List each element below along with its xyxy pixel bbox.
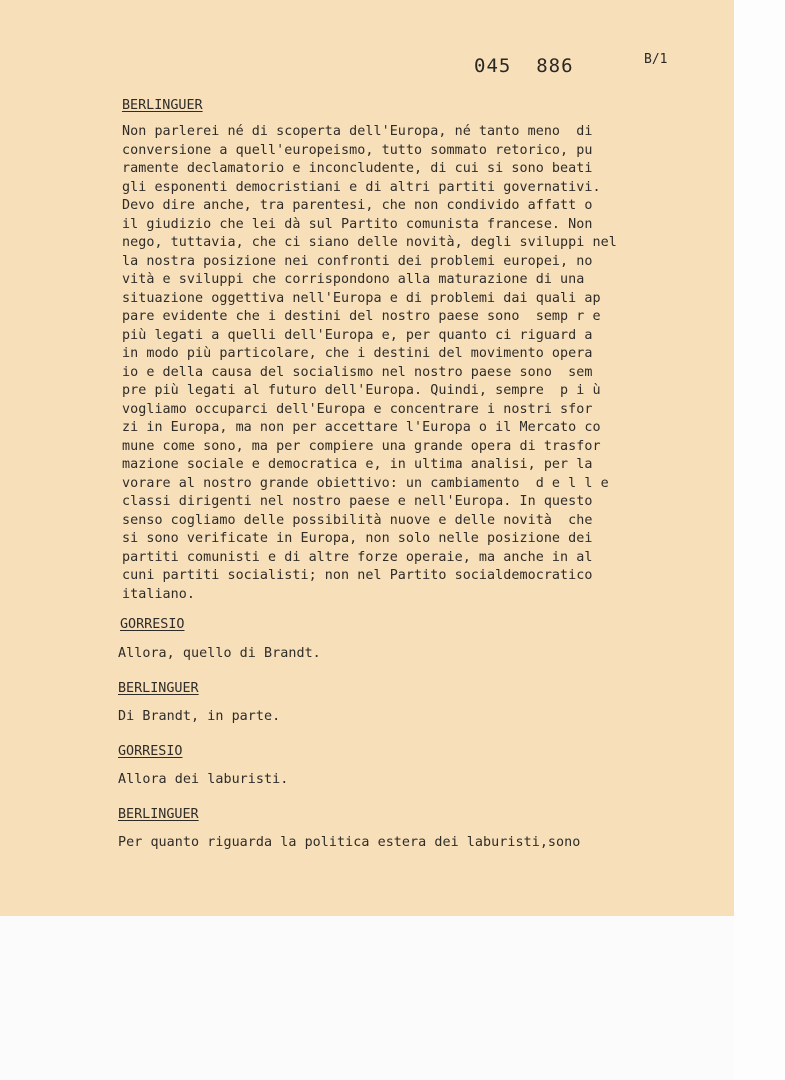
text-line: classi dirigenti nel nostro paese e nell'Europa. In questo bbox=[122, 494, 593, 509]
speaker-label: BERLINGUER bbox=[118, 681, 199, 696]
speaker-label: BERLINGUER bbox=[122, 98, 203, 113]
text-line: situazione oggettiva nell'Europa e di problemi dai quali ap bbox=[122, 290, 601, 306]
speech-paragraph bbox=[118, 645, 321, 664]
text-line: vorare al nostro grande obiettivo: un cambiamento d e l l e bbox=[122, 475, 609, 491]
speech-paragraph bbox=[118, 771, 288, 790]
text-line: io e della causa del socialismo nel nostro paese sono sem bbox=[122, 364, 593, 380]
text-line: nego, tuttavia, che ci siano delle novità, degli sviluppi nel bbox=[122, 235, 617, 250]
text-line: mune come sono, ma per compiere una grande opera di trasfor bbox=[122, 438, 601, 454]
speaker-label: BERLINGUER bbox=[118, 807, 199, 822]
text-line: vogliamo occuparci dell'Europa e concentrare i nostri sfor bbox=[122, 401, 593, 417]
scan-margin-bottom bbox=[0, 916, 734, 1080]
speech-paragraph bbox=[118, 834, 580, 853]
text-line: Per quanto riguarda la politica estera dei laburisti,sono bbox=[118, 835, 581, 850]
speech-paragraph bbox=[122, 123, 617, 604]
text-line: vità e sviluppi che corrispondono alla maturazione di una bbox=[122, 272, 585, 287]
text-line: ramente declamatorio e inconcludente, di cui si sono beati bbox=[122, 161, 593, 176]
text-line: senso cogliamo delle possibilità nuove e delle novità che bbox=[122, 512, 593, 528]
text-line: Non parlerei né di scoperta dell'Europa, né tanto meno di bbox=[122, 124, 593, 139]
text-line: gli esponenti democristiani e di altri partiti governativi. bbox=[122, 179, 601, 195]
text-line: si sono verificate in Europa, non solo nelle posizione dei bbox=[122, 531, 593, 546]
text-line: più legati a quelli dell'Europa e, per quanto ci riguard a bbox=[122, 327, 593, 343]
text-line: Devo dire anche, tra parentesi, che non condivido affatt o bbox=[122, 198, 593, 213]
text-line: in modo più particolare, che i destini del movimento opera bbox=[122, 346, 593, 361]
text-line: il giudizio che lei dà sul Partito comunista francese. Non bbox=[122, 216, 593, 232]
speaker-label: GORRESIO bbox=[118, 744, 183, 759]
text-line: pare evidente che i destini del nostro paese sono semp r e bbox=[122, 309, 601, 324]
text-line: partiti comunisti e di altre forze operaie, ma anche in al bbox=[122, 549, 593, 565]
scan-margin-right bbox=[734, 0, 785, 1080]
text-line: cuni partiti socialisti; non nel Partito socialdemocratico bbox=[122, 568, 593, 583]
text-line: Allora dei laburisti. bbox=[118, 772, 289, 787]
text-line: la nostra posizione nei confronti dei problemi europei, no bbox=[122, 253, 593, 269]
text-line: mazione sociale e democratica e, in ultima analisi, per la bbox=[122, 457, 593, 472]
document-code: B/1 bbox=[644, 52, 668, 67]
speech-paragraph bbox=[118, 708, 280, 727]
text-line: Allora, quello di Brandt. bbox=[118, 646, 321, 661]
text-line: zi in Europa, ma non per accettare l'Europa o il Mercato co bbox=[122, 420, 601, 435]
text-line: italiano. bbox=[122, 586, 196, 602]
text-line: pre più legati al futuro dell'Europa. Quindi, sempre p i ù bbox=[122, 383, 601, 398]
speaker-label: GORRESIO bbox=[120, 617, 185, 632]
text-line: conversione a quell'europeismo, tutto sommato retorico, pu bbox=[122, 142, 593, 158]
text-line: Di Brandt, in parte. bbox=[118, 709, 281, 724]
document-number: 045 886 bbox=[474, 55, 574, 77]
